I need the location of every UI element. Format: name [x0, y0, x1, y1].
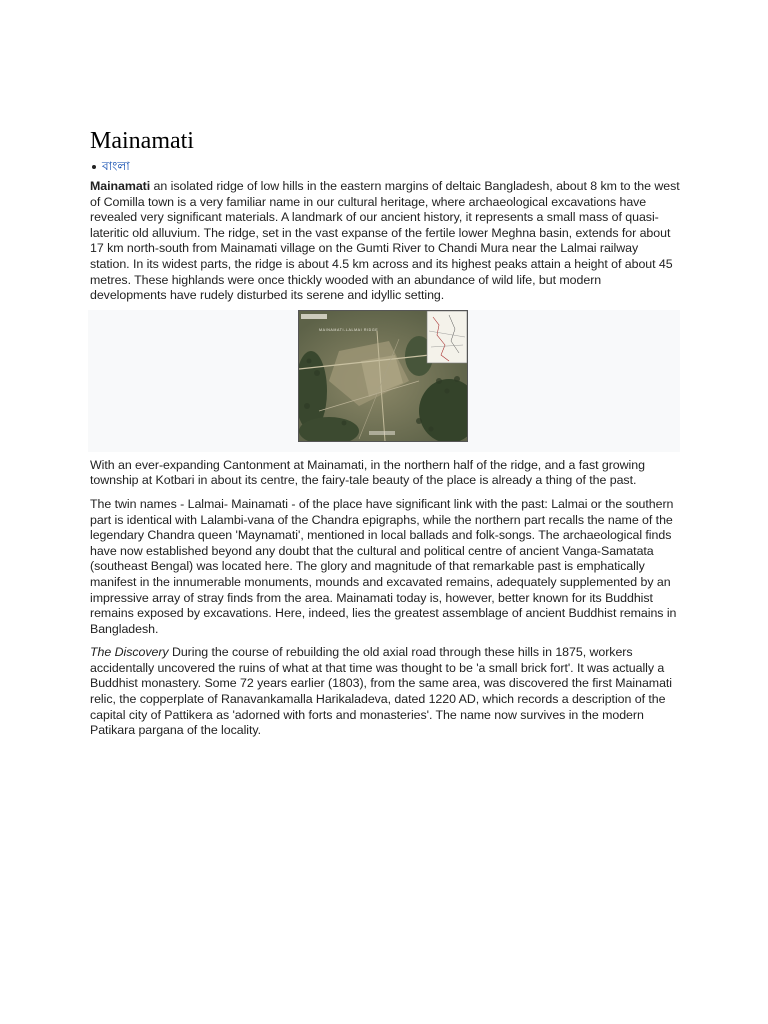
cantonment-paragraph: With an ever-expanding Cantonment at Mainamati, in the northern half of the ridge, and a fast growing township at Kotbari in about its centre, the fairy-tale beauty of the place is already a thing of the past.: [90, 457, 645, 488]
language-list: [90, 156, 680, 178]
twin-names-paragraph: The twin names - Lalmai- Mainamati - of the place have significant link with the past: Lalmai or the southern part is identical with Lalambi-vana of the Chandra epigraphs, while the northern part recalls the name of the legendary Chandra queen 'Maynamati', mentioned in local ballads and folk-songs. The archaeological finds have now established beyond any doubt that the cultural and political centre of ancient Vanga-Samatata (southeast Bengal) was located here. The glory and magnitude of that remarkable past is emphatically manifest in the innumerable monuments, mounds and excavated remains, adequately supplemented by an impressive array of stray finds from the area. Mainamati today is, however, better known for its Buddhist remains exposed by excavations. Here, indeed, lies the greatest assemblage of ancient Buddhist remains in Bangladesh.: [90, 496, 677, 636]
intro-text: an isolated ridge of low hills in the eastern margins of deltaic Bangladesh, about 8 km to the west of Comilla town is a very familiar name in our cultural heritage, where archaeological excavations have revealed very significant materials. A landmark of our ancient history, it represents a small mass of quasi-lateritic old alluvium. The ridge, set in the vast expanse of the fertile lower Meghna basin, extends for about 17 km north-south from Mainamati village on the Gumti River to Chandi Mura near the Lalmai railway station. In its widest parts, the ridge is about 4.5 km across and its highest peaks attain a height of about 45 metres. These highlands were once thickly wooded with an abundance of wild life, but modern developments have rudely disturbed its serene and idyllic setting.: [90, 179, 680, 303]
map-caption: MAINAMATI-LALMAI RIDGE: [319, 327, 379, 332]
discovery-paragraph: [90, 645, 680, 739]
aerial-photo-graphic: [299, 311, 467, 441]
intro-lead-term: Mainamati: [90, 179, 151, 193]
intro-paragraph: [90, 179, 680, 304]
page-title: Mainamati: [90, 128, 194, 154]
language-item: [90, 156, 680, 176]
article: [90, 126, 680, 739]
discovery-heading: The Discovery: [90, 645, 169, 660]
aerial-map-image[interactable]: [298, 310, 468, 442]
language-link-bangla[interactable]: বাংলা: [102, 159, 130, 173]
figure-container: [88, 310, 680, 452]
discovery-text: During the course of rebuilding the old axial road through these hills in 1875, workers accidentally uncovered the ruins of what at that time was thought to be 'a small brick fort'. It was actually a Buddhist monastery. Some 72 years earlier (1803), from the same area, was discovered the first Mainamati relic, the copperplate of Ranavankamalla Harikaladeva, dated 1220 AD, which records a description of the capital city of Pattikera as 'adorned with forts and monasteries'. The name now survives in the modern Patikara pargana of the locality.: [90, 645, 673, 738]
